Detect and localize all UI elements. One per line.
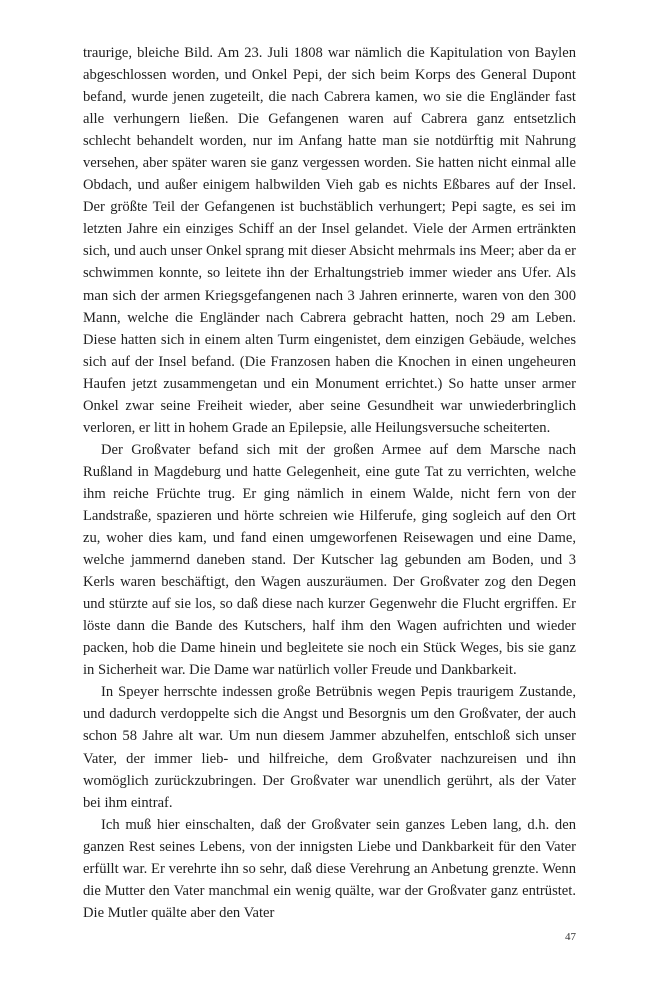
paragraph-einschalten: Ich muß hier einschalten, daß der Großvater sein ganzes Leben lang, d.h. den ganzen Rest seines Lebens, von der innigsten Liebe und Dankbarkeit für den Vater erfüllt war. Er verehrte ihn so sehr, daß diese Verehrung an Anbetung grenzte. Wenn die Mutter den Vater manchmal ein wenig quälte, war der Großvater ganz entrüstet. Die Mutler quälte aber den Vater (83, 816, 576, 921)
paragraph-continuation: traurige, bleiche Bild. Am 23. Juli 1808 war nämlich die Kapitulation von Baylen abgeschlossen worden, und Onkel Pepi, der sich beim Korps des General Dupont befand, wurde jenen zugeteilt, die nach Cabrera kamen, wo sie die Engländer fast alle verhungern ließen. Die Gefangenen waren auf Cabrera ganz entsetzlich schlecht behandelt worden, nur im Anfang hatte man sie notdürftig mit Nahrung versehen, aber später waren sie ganz vergessen worden. Sie hatten nicht einmal alle Obdach, und außer einigem halbwilden Vieh gab es nichts Eßbares auf der Insel. Der größte Teil der Gefangenen ist buchstäblich verhungert; Pepi sagte, es sei im letzten Jahre ein einziges Schiff an der Insel gelandet. Viele der Armen ertränkten sich, und auch unser Onkel sprang mit dieser Absicht mehrmals ins Meer; aber da er schwimmen konnte, so leitete ihn der Erhaltungstrieb immer wieder ans Ufer. Als man sich der armen Kriegsgefangenen nach 3 Jahren erinnerte, waren von den 300 Mann, welche die Engländer nach Cabrera gebracht hatten, noch 29 am Leben. Diese hatten sich in einem alten Turm eingenistet, dem einzigen Gebäude, welches sich auf der Insel befand. (Die Franzosen haben die Knochen in einen ungeheuren Haufen jetzt zusammengetan und ein Monument errichtet.) So hatte unser armer Onkel zwar seine Freiheit wieder, aber seine Gesundheit war unwiederbringlich verloren, er litt in hohem Grade an Epilepsie, alle Heilungsversuche scheiterten. (83, 45, 576, 436)
page-number: 47 (565, 931, 576, 943)
paragraph-speyer: In Speyer herrschte indessen große Betrübnis wegen Pepis traurigem Zustande, und dadurch verdoppelte sich die Angst und Besorgnis um den Großvater, der auch schon 58 Jahre alt war. Um nun diesem Jammer abzuhelfen, entschloß sich unser Vater, der immer lieb- und hilfreiche, dem Großvater nachzureisen und ihn womöglich zurückzubringen. Der Großvater war unendlich gerührt, als der Vater bei ihm eintraf. (83, 684, 576, 811)
book-page-text (83, 42, 576, 924)
paragraph-grossvater-magdeburg: Der Großvater befand sich mit der großen Armee auf dem Marsche nach Rußland in Magdeburg und hatte Gelegenheit, eine gute Tat zu verrichten, welche ihm reiche Früchte trug. Er ging nämlich in einem Walde, nicht fern von der Landstraße, spazieren und hörte schreien wie Hilferufe, ging sogleich auf den Ort zu, woher dies kam, und fand einen umgeworfenen Reisewagen und eine Dame, welche jammernd daneben stand. Der Kutscher lag gebunden am Boden, und 3 Kerls waren beschäftigt, den Wagen auszuräumen. Der Großvater zog den Degen und stürzte auf sie los, so daß diese nach kurzer Gegenwehr die Flucht ergriffen. Er löste dann die Bande des Kutschers, half ihm den Wagen aufrichten und wieder packen, hob die Dame hinein und begleitete sie noch ein Stück Weges, bis sie ganz in Sicherheit war. Die Dame war natürlich voller Freude und Dankbarkeit. (83, 441, 576, 679)
